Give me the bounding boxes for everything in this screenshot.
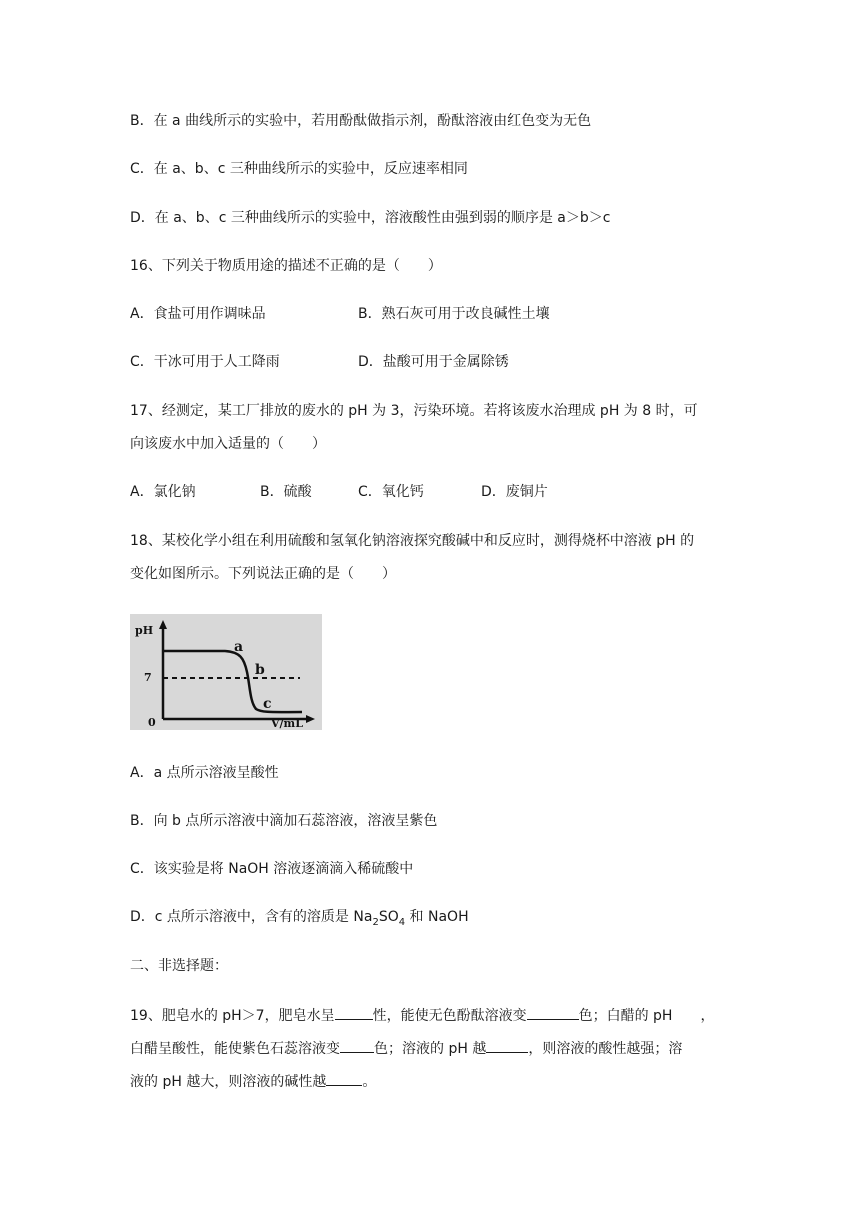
q18-d-text-2: SO: [378, 909, 399, 925]
point-label-a: a: [234, 639, 244, 655]
q15-option-b: B．在 a 曲线所示的实验中，若用酚酞做指示剂，酚酞溶液由红色变为无色: [130, 113, 592, 129]
q19-text-1b: 性，能使无色酚酞溶液变: [372, 1008, 527, 1024]
q19-text-3a: 液的 pH 越大，则溶液的碱性越: [130, 1074, 327, 1090]
blank-1[interactable]: [335, 1004, 373, 1020]
subscript-4: 4: [398, 916, 406, 928]
q18-stem-line1: 18、某校化学小组在利用硫酸和氢氧化钠溶液探究酸碱中和反应时，测得烧杯中溶液 pH 的: [130, 533, 695, 549]
q16-stem: 16、下列关于物质用途的描述不正确的是（ ）: [130, 258, 442, 274]
q15-option-c: C．在 a、b、c 三种曲线所示的实验中，反应速率相同: [130, 161, 468, 177]
q17-stem-line2: 向该废水中加入适量的（ ）: [130, 436, 326, 452]
q16-option-c: C．干冰可用于人工降雨: [130, 354, 280, 370]
q16-option-d: D．盐酸可用于金属除锈: [358, 354, 509, 370]
q15-option-d: D．在 a、b、c 三种曲线所示的实验中，溶液酸性由强到弱的顺序是 a＞b＞c: [130, 210, 611, 226]
blank-2[interactable]: [527, 1004, 579, 1020]
point-label-c: c: [263, 696, 272, 712]
ph-chart-svg: [130, 614, 322, 730]
q19-text-2b: 色；溶液的 pH 越: [374, 1041, 487, 1057]
q17-option-c: C．氧化钙: [358, 484, 424, 500]
q16-option-a: A．食盐可用作调味品: [130, 306, 266, 322]
q17-option-a: A．氯化钠: [130, 484, 196, 500]
blank-6[interactable]: [326, 1070, 362, 1086]
q18-option-a: A．a 点所示溶液呈酸性: [130, 765, 279, 781]
q17-stem-line1: 17、经测定，某工厂排放的废水的 pH 为 3，污染环境。若将该废水治理成 pH 为 8 时，可: [130, 403, 698, 419]
q19-line1: [130, 1004, 714, 1026]
x-axis-arrow: [306, 715, 315, 723]
q19-text-1c: 色；白醋的 pH: [578, 1008, 673, 1024]
q19-text-1a: 19、肥皂水的 pH＞7，肥皂水呈: [130, 1008, 335, 1024]
q18-option-c: C．该实验是将 NaOH 溶液逐滴滴入稀硫酸中: [130, 861, 414, 877]
q18-stem-line2: 变化如图所示。下列说法正确的是（ ）: [130, 566, 396, 582]
q19-text-2c: ，则溶液的酸性越强；溶: [528, 1041, 683, 1057]
subscript-2: 2: [372, 916, 379, 928]
q17-option-b: B．硫酸: [260, 484, 312, 500]
origin-label: 0: [148, 716, 156, 729]
q19-line2: [130, 1037, 682, 1059]
q18-d-text-3: 和 NaOH: [405, 909, 469, 925]
y-axis-label: pH: [135, 624, 154, 637]
ph-titration-chart: [130, 614, 322, 730]
ph7-tick-label: 7: [144, 671, 152, 684]
q18-option-b: B．向 b 点所示溶液中滴加石蕊溶液，溶液呈紫色: [130, 813, 438, 829]
q19-text-3b: 。: [362, 1074, 377, 1090]
ph-curve: [163, 651, 302, 712]
q19-text-1d: ，: [700, 1008, 715, 1024]
section-2-heading: 二、非选择题：: [130, 958, 228, 974]
q18-option-d: [130, 907, 469, 933]
blank-4[interactable]: [340, 1037, 374, 1053]
q17-option-d: D．废铜片: [481, 484, 548, 500]
q16-option-b: B．熟石灰可用于改良碱性土壤: [358, 306, 550, 322]
blank-5[interactable]: [486, 1037, 528, 1053]
point-label-b: b: [255, 662, 265, 678]
q19-line3: [130, 1070, 376, 1092]
q19-text-2a: 白醋呈酸性，能使紫色石蕊溶液变: [130, 1041, 340, 1057]
x-axis-label: V/mL: [271, 717, 303, 730]
q18-d-text-1: D．c 点所示溶液中，含有的溶质是 Na: [130, 909, 373, 925]
y-axis-arrow: [159, 620, 167, 629]
